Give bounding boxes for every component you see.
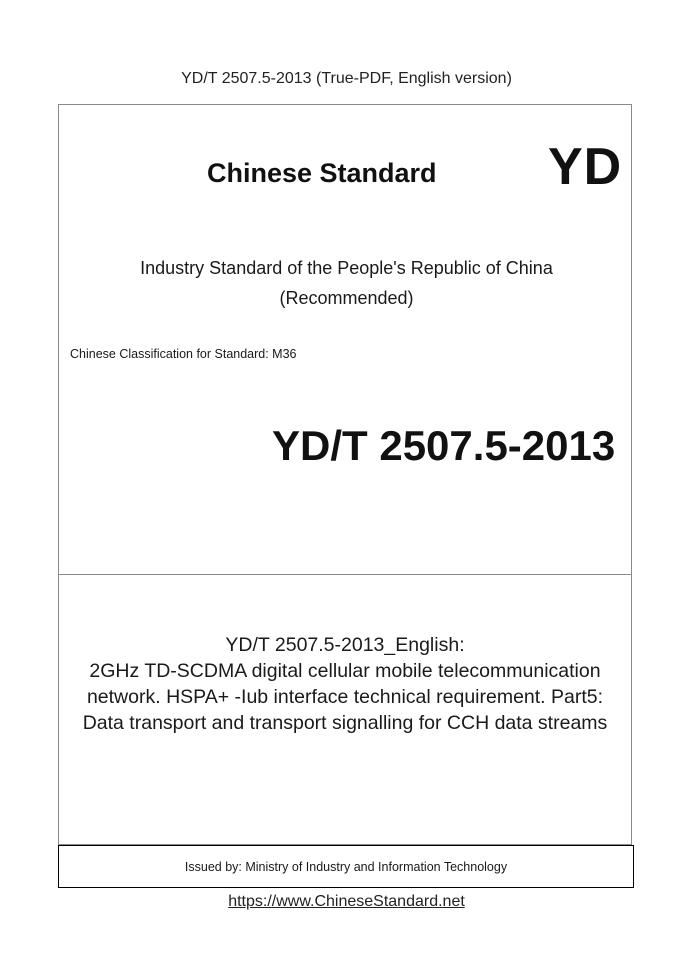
classification-text: Chinese Classification for Standard: M36 — [70, 347, 297, 361]
standard-code-mark: YD — [548, 138, 623, 196]
website-link[interactable]: https://www.ChineseStandard.net — [228, 893, 465, 910]
issuer-text: Issued by: Ministry of Industry and Information Technology — [184, 859, 508, 874]
recommended-label: (Recommended) — [279, 288, 414, 308]
issuer-box — [58, 845, 634, 888]
industry-standard-line: Industry Standard of the People's Republic of China — [140, 258, 553, 278]
page-header-title: YD/T 2507.5-2013 (True-PDF, English version) — [181, 70, 512, 87]
footer — [0, 893, 693, 911]
standard-heading: Chinese Standard — [207, 158, 437, 188]
document-number: YD/T 2507.5-2013 — [272, 422, 616, 469]
section-divider — [58, 574, 632, 575]
document-title-block — [58, 632, 632, 736]
title-line: 2GHz TD-SCDMA digital cellular mobile telecommunication — [89, 660, 601, 682]
title-line: network. HSPA+ -Iub interface technical requirement. Part5: — [86, 686, 604, 708]
title-line: Data transport and transport signalling for CCH data streams — [82, 712, 608, 734]
title-line: YD/T 2507.5-2013_English: — [225, 634, 465, 656]
